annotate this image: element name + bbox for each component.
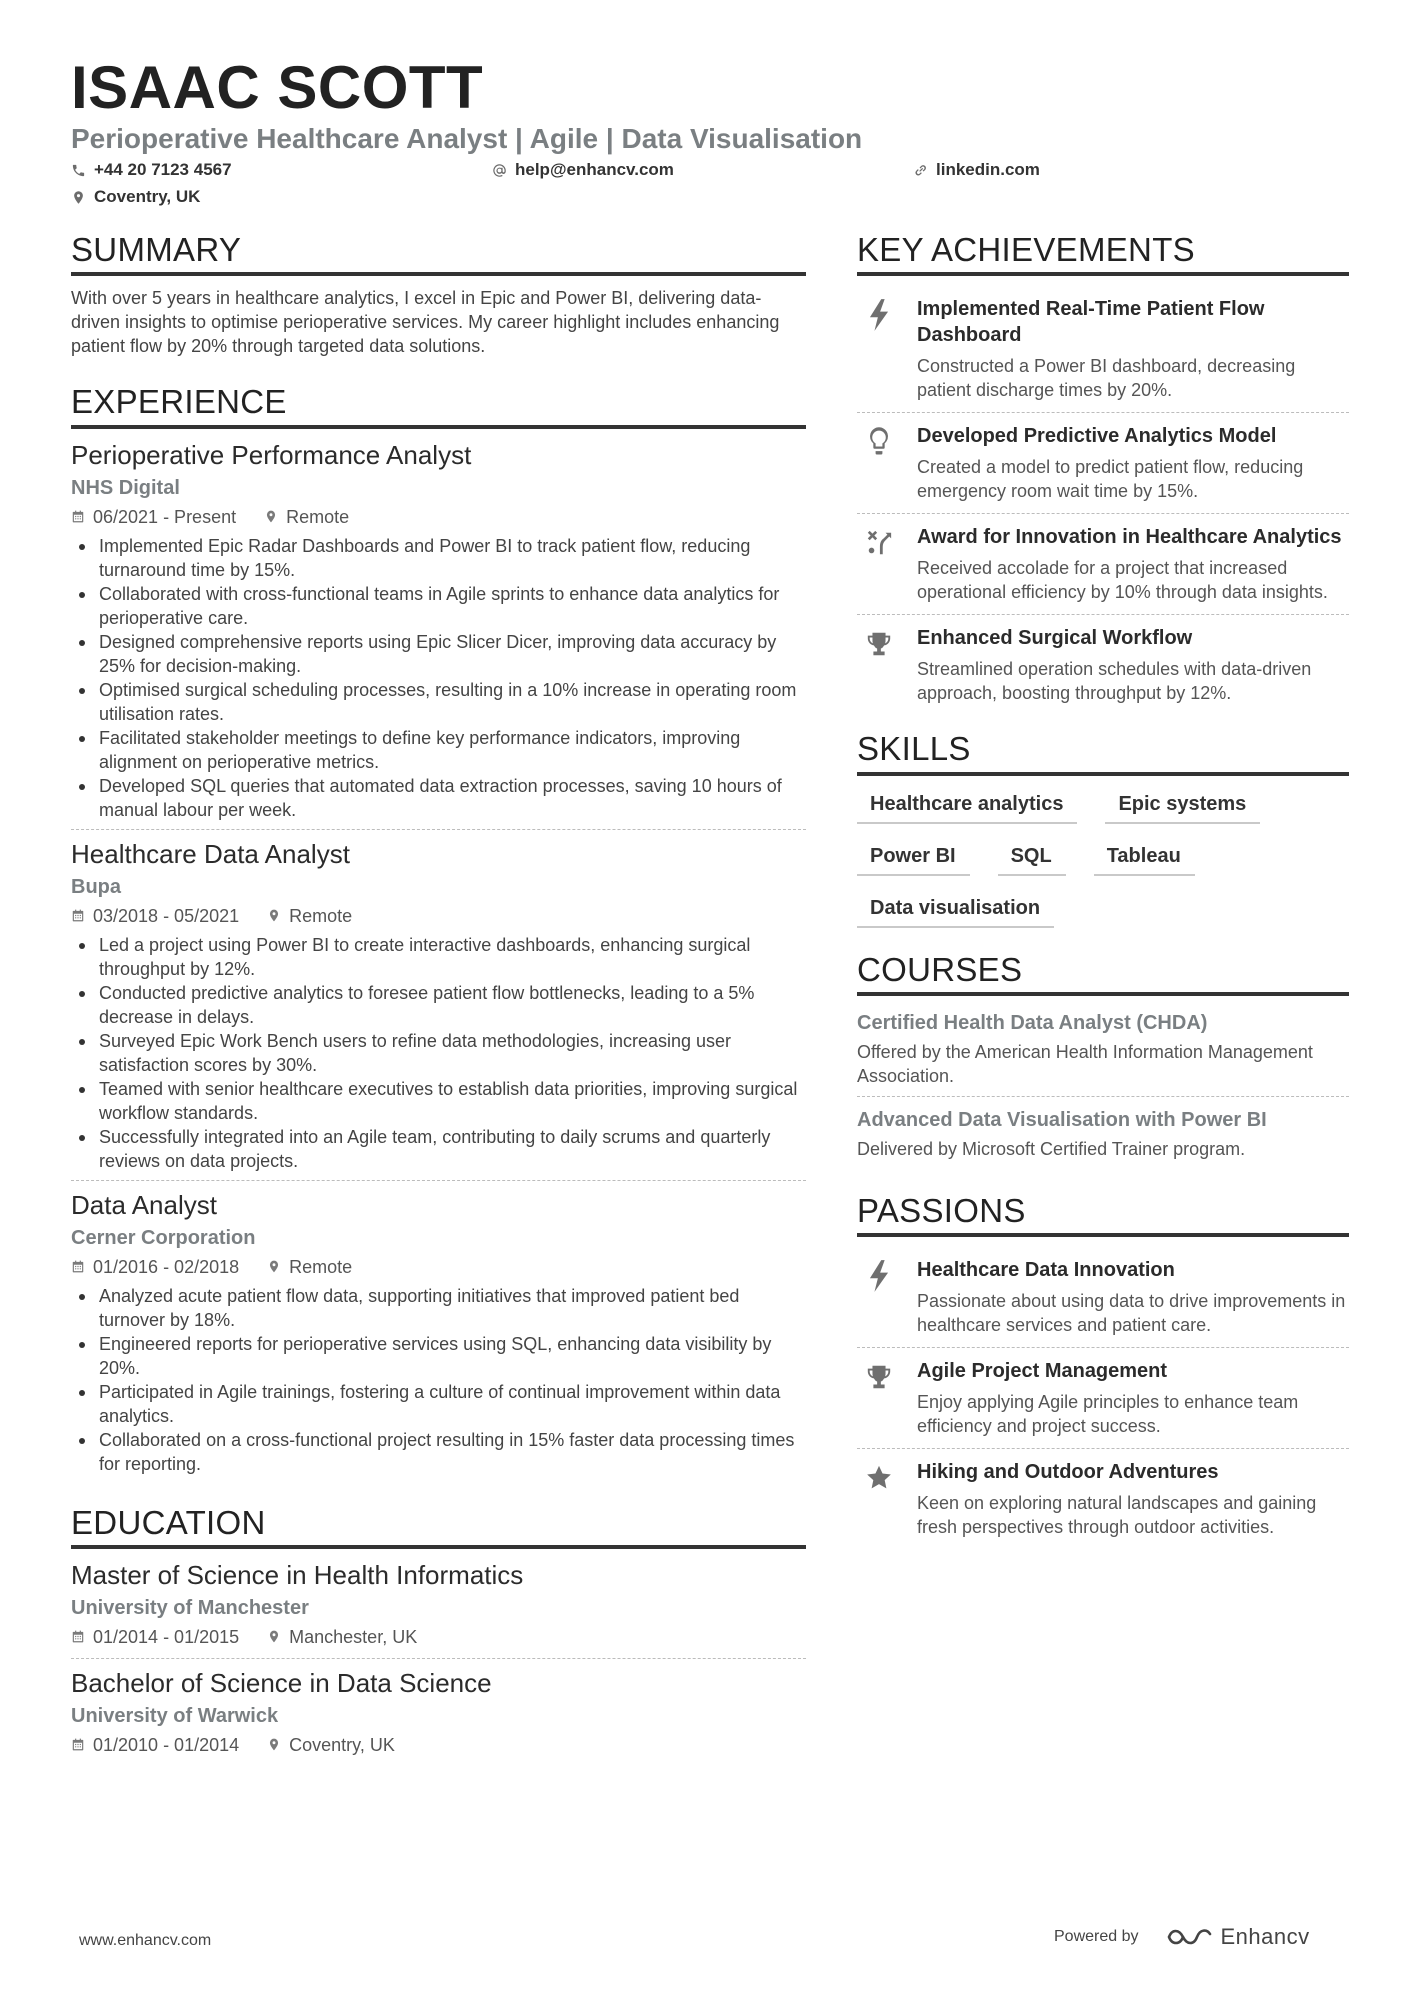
achievement-item <box>857 412 1349 513</box>
job-meta <box>71 903 806 929</box>
bullet: Optimised surgical scheduling processes, resulting in a 10% increase in operating room utilisation rates. <box>71 678 806 726</box>
achievement-item <box>857 614 1349 715</box>
location-pin-icon <box>267 1259 281 1274</box>
bullet: Conducted predictive analytics to foresee patient flow bottlenecks, leading to a 5% decrease in delays. <box>71 981 806 1029</box>
bullet: Participated in Agile trainings, fostering a culture of continual improvement within data analytics. <box>71 1380 806 1428</box>
left-column <box>71 232 806 1766</box>
education-entry <box>71 1559 806 1658</box>
job-dates: 01/2016 - 02/2018 <box>93 1256 240 1277</box>
enhancv-logo-icon <box>1165 1925 1213 1949</box>
course-item <box>857 1006 1349 1096</box>
bolt-icon <box>865 298 893 332</box>
passion-title: Hiking and Outdoor Adventures <box>917 1461 1219 1484</box>
job-title: Perioperative Performance Analyst <box>71 439 472 470</box>
achievement-title: Enhanced Surgical Workflow <box>917 627 1193 650</box>
calendar-icon <box>71 1259 85 1274</box>
skill-tag: Power BI <box>857 838 970 876</box>
phone-text: +44 20 7123 4567 <box>94 160 232 179</box>
job-company: Bupa <box>71 875 121 898</box>
phone-icon <box>71 163 86 178</box>
passion-desc: Enjoy applying Agile principles to enhance team efficiency and project success. <box>917 1392 1299 1437</box>
job-dates: 06/2021 - Present <box>93 506 237 527</box>
location-pin-icon <box>267 1629 281 1644</box>
contact-phone <box>71 160 232 180</box>
passion-desc: Keen on exploring natural landscapes and gaining fresh perspectives through outdoor activities. <box>917 1493 1317 1538</box>
job-bullets <box>71 933 806 1173</box>
location-pin-icon <box>71 190 86 205</box>
skill-tag: SQL <box>998 838 1066 876</box>
job-meta <box>71 504 806 530</box>
job-title: Data Analyst <box>71 1189 217 1220</box>
link-icon <box>913 163 928 178</box>
skill-tag: Epic systems <box>1105 786 1260 824</box>
calendar-icon <box>71 1737 85 1752</box>
contact-location <box>71 187 200 207</box>
degree-title: Master of Science in Health Informatics <box>71 1559 524 1590</box>
course-desc: Delivered by Microsoft Certified Trainer program. <box>857 1138 1246 1159</box>
job-entry <box>71 439 806 829</box>
passion-title: Healthcare Data Innovation <box>917 1259 1175 1282</box>
achievement-desc: Received accolade for a project that increased operational efficiency by 10% through data insights. <box>917 558 1328 603</box>
course-title: Certified Health Data Analyst (CHDA) <box>857 1011 1208 1034</box>
star-icon <box>865 1461 893 1495</box>
bullet: Successfully integrated into an Agile team, contributing to daily scrums and quarterly reviews on data projects. <box>71 1125 806 1173</box>
education-meta <box>71 1732 806 1758</box>
strategy-icon <box>865 526 893 560</box>
bullet: Led a project using Power BI to create interactive dashboards, enhancing surgical throughput by 12%. <box>71 933 806 981</box>
passion-item <box>857 1448 1349 1549</box>
job-entry <box>71 829 806 1180</box>
school-name: University of Manchester <box>71 1596 309 1619</box>
location-pin-icon <box>264 509 278 524</box>
job-bullets <box>71 1284 806 1476</box>
achievement-item <box>857 286 1349 412</box>
passion-title: Agile Project Management <box>917 1360 1168 1383</box>
education-dates: 01/2010 - 01/2014 <box>93 1734 240 1755</box>
candidate-title: Perioperative Healthcare Analyst | Agile | Data Visualisation <box>71 123 863 154</box>
powered-by-label: Powered by <box>1054 1928 1139 1945</box>
summary-heading: SUMMARY <box>71 232 806 276</box>
summary-text: With over 5 years in healthcare analytics, I excel in Epic and Power BI, delivering data-driven insights to optimise perioperative services. My career highlight includes enhancing patient flow by 20% through targeted data solutions. <box>71 288 780 357</box>
job-company: NHS Digital <box>71 476 180 499</box>
location-pin-icon <box>267 1737 281 1752</box>
job-location: Remote <box>289 1256 353 1277</box>
bullet: Engineered reports for perioperative services using SQL, enhancing data visibility by 20%. <box>71 1332 806 1380</box>
education-location: Manchester, UK <box>289 1626 418 1647</box>
education-heading: EDUCATION <box>71 1505 806 1549</box>
achievement-title: Developed Predictive Analytics Model <box>917 425 1277 448</box>
calendar-icon <box>71 509 85 524</box>
bullet: Teamed with senior healthcare executives to establish data priorities, improving surgical workflow standards. <box>71 1077 806 1125</box>
education-location: Coventry, UK <box>289 1734 395 1755</box>
bolt-icon <box>865 1259 893 1293</box>
job-entry <box>71 1180 806 1483</box>
achievement-title: Award for Innovation in Healthcare Analytics <box>917 526 1342 549</box>
achievements-heading: KEY ACHIEVEMENTS <box>857 232 1349 276</box>
bullet: Facilitated stakeholder meetings to define key performance indicators, improving alignment on perioperative metrics. <box>71 726 806 774</box>
calendar-icon <box>71 908 85 923</box>
passion-desc: Passionate about using data to drive improvements in healthcare services and patient care. <box>917 1291 1346 1336</box>
candidate-name: ISAAC SCOTT <box>71 54 484 121</box>
education-dates: 01/2014 - 01/2015 <box>93 1626 240 1647</box>
skills-heading: SKILLS <box>857 731 1349 775</box>
job-location: Remote <box>289 905 353 926</box>
trophy-icon <box>865 1360 893 1394</box>
skill-tag: Tableau <box>1094 838 1195 876</box>
bullet: Collaborated on a cross-functional project resulting in 15% faster data processing times for reporting. <box>71 1428 806 1476</box>
skill-tag: Data visualisation <box>857 890 1054 928</box>
brand-logo[interactable] <box>1165 1924 1310 1950</box>
bullet: Analyzed acute patient flow data, supporting initiatives that improved patient bed turnover by 18%. <box>71 1284 806 1332</box>
bullet: Designed comprehensive reports using Epic Slicer Dicer, improving data accuracy by 25% for decision-making. <box>71 630 806 678</box>
education-meta <box>71 1624 806 1650</box>
passion-item <box>857 1247 1349 1347</box>
footer-brand <box>1054 1924 1310 1950</box>
footer-website[interactable]: www.enhancv.com <box>79 1932 212 1949</box>
email-text: help@enhancv.com <box>515 160 674 179</box>
bullet: Surveyed Epic Work Bench users to refine data methodologies, increasing user satisfaction scores by 30%. <box>71 1029 806 1077</box>
bullet: Collaborated with cross-functional teams in Agile sprints to enhance data analytics for perioperative care. <box>71 582 806 630</box>
job-dates: 03/2018 - 05/2021 <box>93 905 240 926</box>
skill-tag: Healthcare analytics <box>857 786 1077 824</box>
location-pin-icon <box>267 908 281 923</box>
achievement-desc: Streamlined operation schedules with data-driven approach, boosting throughput by 12%. <box>917 659 1312 704</box>
achievement-desc: Created a model to predict patient flow, reducing emergency room wait time by 15%. <box>917 457 1304 502</box>
right-column <box>857 232 1349 1549</box>
calendar-icon <box>71 1629 85 1644</box>
degree-title: Bachelor of Science in Data Science <box>71 1667 492 1698</box>
courses-heading: COURSES <box>857 952 1349 996</box>
education-entry <box>71 1658 806 1766</box>
achievement-desc: Constructed a Power BI dashboard, decreasing patient discharge times by 20%. <box>917 356 1296 401</box>
location-text: Coventry, UK <box>94 187 201 206</box>
brand-name: Enhancv <box>1220 1924 1310 1949</box>
passion-item <box>857 1347 1349 1448</box>
trophy-icon <box>865 627 893 661</box>
skills-list <box>857 786 1349 928</box>
contact-email[interactable] <box>492 160 674 180</box>
course-desc: Offered by the American Health Information Management Association. <box>857 1041 1313 1086</box>
bullet: Implemented Epic Radar Dashboards and Power BI to track patient flow, reducing turnaround time by 15%. <box>71 534 806 582</box>
contact-linkedin[interactable] <box>913 160 1040 180</box>
job-location: Remote <box>286 506 350 527</box>
achievement-item <box>857 513 1349 614</box>
at-icon <box>492 163 507 178</box>
course-item <box>857 1096 1349 1169</box>
job-meta <box>71 1254 806 1280</box>
experience-heading: EXPERIENCE <box>71 384 806 428</box>
school-name: University of Warwick <box>71 1704 279 1727</box>
course-title: Advanced Data Visualisation with Power BI <box>857 1108 1267 1131</box>
bullet: Developed SQL queries that automated data extraction processes, saving 10 hours of manual labour per week. <box>71 774 806 822</box>
job-title: Healthcare Data Analyst <box>71 838 350 869</box>
achievement-title: Implemented Real-Time Patient Flow Dashboard <box>917 298 1265 347</box>
job-bullets <box>71 534 806 822</box>
job-company: Cerner Corporation <box>71 1226 256 1249</box>
lightbulb-icon <box>865 425 893 459</box>
passions-heading: PASSIONS <box>857 1193 1349 1237</box>
linkedin-text: linkedin.com <box>936 160 1040 179</box>
